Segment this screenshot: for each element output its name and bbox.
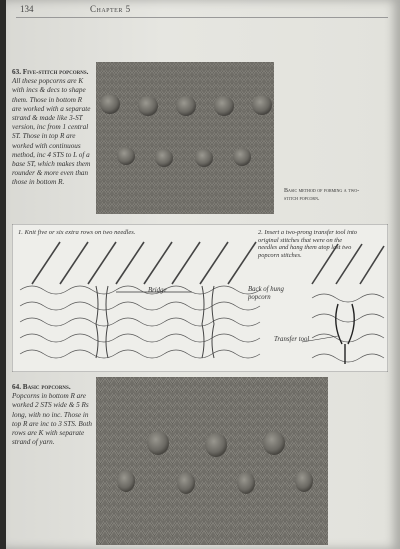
page-number: 134 xyxy=(20,4,34,14)
caption-fig64 xyxy=(12,383,92,447)
running-header xyxy=(20,4,386,18)
diagram-step1: 1. Knit five or six extra rows on two needles. xyxy=(18,229,136,236)
header-rule xyxy=(16,17,388,18)
caption-fig63 xyxy=(12,68,92,188)
photo-basic-popcorns xyxy=(96,377,328,545)
chapter-title: Chapter 5 xyxy=(90,4,131,14)
label-back-of-hung-popcorn: Back of hung popcorn xyxy=(248,286,284,301)
diagram-step2: 2. Insert a two-prong transfer tool into original stitches that were on the needles and hang them atop last two popcorn stitches. xyxy=(258,229,357,259)
caption-fig63-body: All these popcorns are K with incs & decs to shape them. Those in bottom R are worked with a separate strand & made like 3-ST version, inc from 1 central ST. Those in top R are worked with continuous method, inc 4 STS to L of a base ST, which makes them rounder & more even than those in bottom R. xyxy=(12,77,91,187)
label-transfer-tool: Transfer tool xyxy=(274,336,310,343)
caption-fig64-body: Popcorns in bottom R are worked 2 STS wide & 5 Rs long, with no inc. Those in top R are inc to 3 STS. Both rows are K with separate strand of yarn. xyxy=(12,392,92,447)
photo-five-stitch-popcorns xyxy=(96,62,274,214)
label-bridge: Bridge xyxy=(148,287,167,294)
side-caption: Basic method of forming a two-stitch popcorn. xyxy=(284,188,360,202)
caption-fig63-title: 63. Five-stitch popcorns. xyxy=(12,68,89,76)
caption-fig64-title: 64. Basic popcorns. xyxy=(12,383,71,391)
